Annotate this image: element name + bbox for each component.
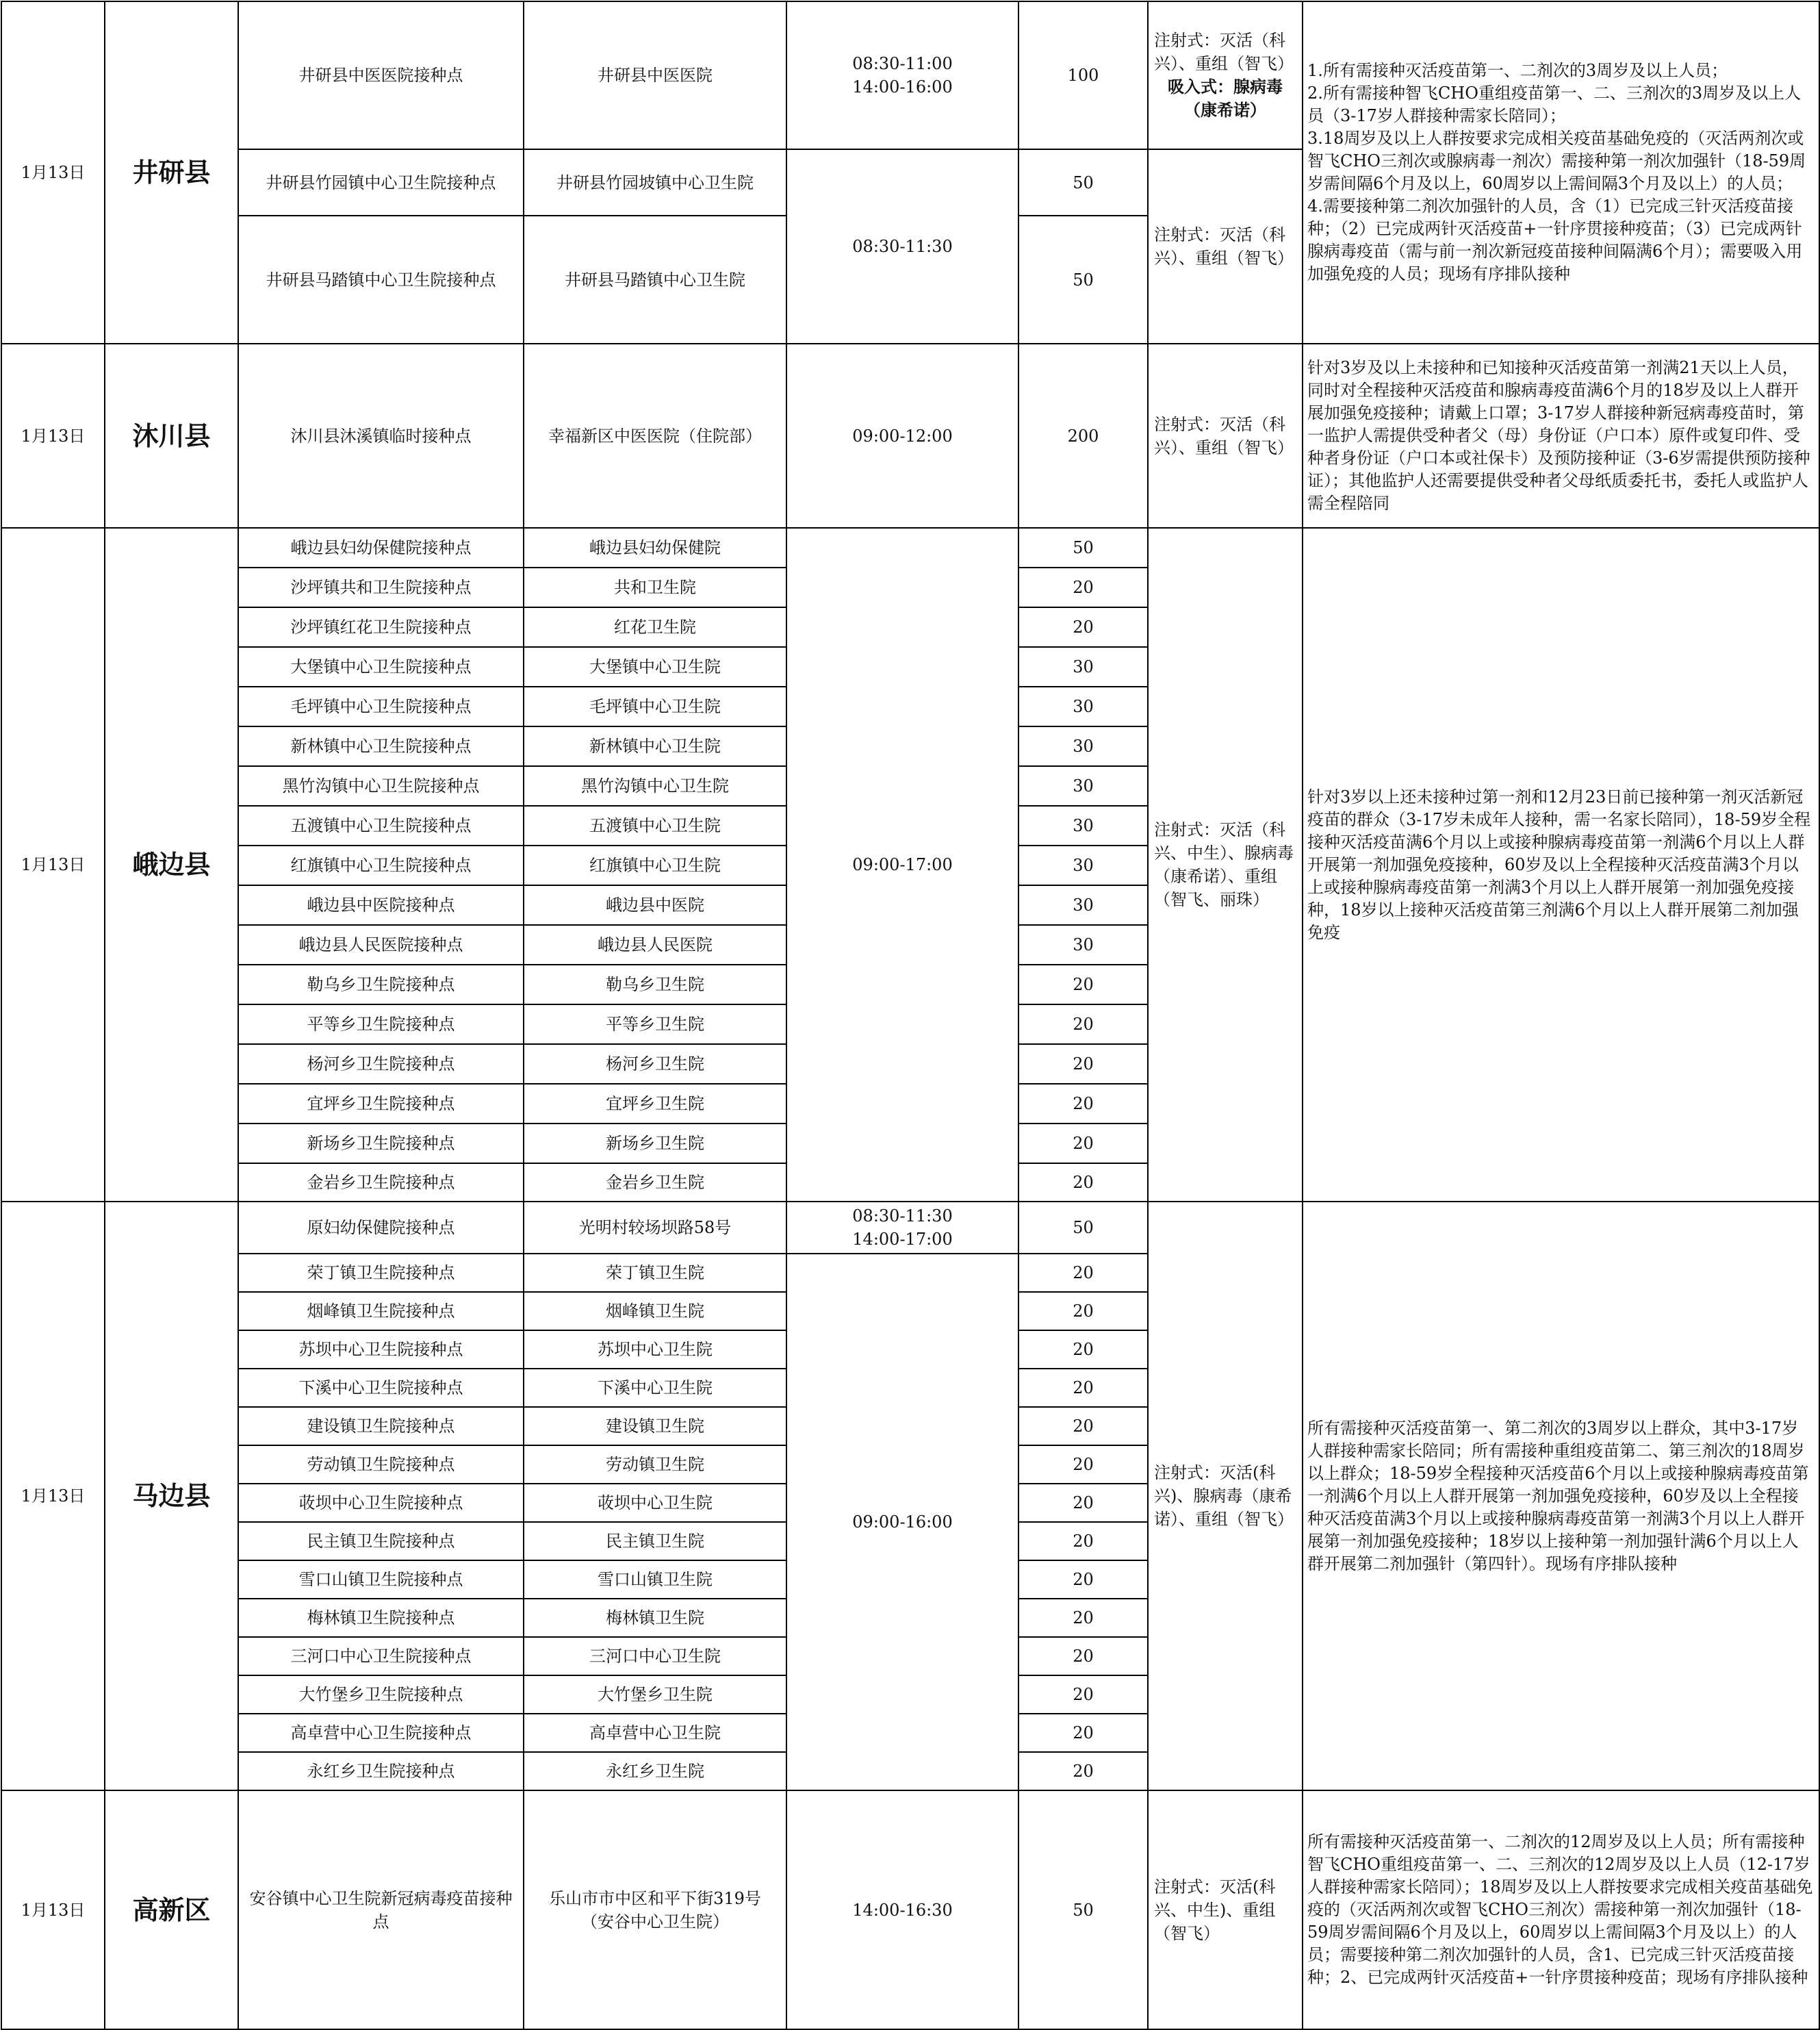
site-name: 民主镇卫生院接种点 [238, 1522, 524, 1560]
dose-count: 20 [1018, 1330, 1148, 1369]
site-name: 沐川县沐溪镇临时接种点 [238, 344, 524, 528]
dose-count: 50 [1018, 1790, 1148, 2029]
site-address: 三河口中心卫生院 [524, 1637, 786, 1675]
dose-count: 20 [1018, 568, 1148, 607]
site-address: 黑竹沟镇中心卫生院 [524, 766, 786, 806]
site-name: 红旗镇中心卫生院接种点 [238, 846, 524, 885]
dose-count: 20 [1018, 1752, 1148, 1790]
site-address: 毛坪镇中心卫生院 [524, 687, 786, 726]
service-time [786, 1202, 1018, 1254]
dose-count: 30 [1018, 846, 1148, 885]
dose-count: 20 [1018, 1599, 1148, 1637]
site-address: 建设镇卫生院 [524, 1407, 786, 1445]
county-name: 井研县 [105, 1, 238, 344]
table-row [1, 344, 1819, 528]
target-population-note: 所有需接种灭活疫苗第一、第二剂次的3周岁以上群众，其中3-17岁人群接种需家长陪同；所有需接种重组疫苗第二、第三剂次的18周岁以上群众；18-59岁全程接种灭活疫苗6个月以上或接种腺病毒疫苗第一剂满6个月以上人群开展第一剂加强免疫接种，60岁及以上全程接种灭活疫苗满3个月以上或接种腺病毒疫苗第一剂满3个月以上人群开展第一剂加强免疫接种；18岁以上接种第一剂加强针满6个月以上人群开展第二剂加强针（第四针）。现场有序排队接种 [1303, 1202, 1819, 1790]
site-name: 峨边县妇幼保健院接种点 [238, 528, 524, 568]
vaccine-type: 注射式：灭活（科兴）、重组（智飞） [1148, 149, 1303, 344]
site-address: 井研县马踏镇中心卫生院 [524, 216, 786, 344]
site-address: 峨边县中医院 [524, 885, 786, 925]
dose-count: 30 [1018, 726, 1148, 766]
site-name: 黑竹沟镇中心卫生院接种点 [238, 766, 524, 806]
site-address: 共和卫生院 [524, 568, 786, 607]
site-address: 井研县中医医院 [524, 1, 786, 149]
vaccine-type: 注射式：灭活（科兴）、重组（智飞） [1148, 344, 1303, 528]
target-population-note [1303, 1, 1819, 344]
site-name: 井研县马踏镇中心卫生院接种点 [238, 216, 524, 344]
dose-count: 20 [1018, 1445, 1148, 1484]
dose-count: 30 [1018, 687, 1148, 726]
site-address: 劳动镇卫生院 [524, 1445, 786, 1484]
target-population-note: 针对3岁及以上未接种和已知接种灭活疫苗第一剂满21天以上人员，同时对全程接种灭活疫苗和腺病毒疫苗满6个月的18岁及以上人群开展加强免疫接种；请戴上口罩；3-17岁人群接种新冠病毒疫苗时，第一监护人需提供受种者父（母）身份证（户口本）原件或复印件、受种者身份证（户口本或社保卡）及预防接种证（3-6岁需提供预防接种证）；其他监护人还需要提供受种者父母纸质委托书，委托人或监护人需全程陪同 [1303, 344, 1819, 528]
dose-count: 20 [1018, 1675, 1148, 1714]
vaccine-type: 注射式：灭活（科兴、中生）、腺病毒（康希诺）、重组（智飞、丽珠） [1148, 528, 1303, 1202]
site-name: 沙坪镇共和卫生院接种点 [238, 568, 524, 607]
service-time: 08:30-11:30 [786, 149, 1018, 344]
dose-count: 20 [1018, 1004, 1148, 1044]
vaccine-inhalation: 吸入式：腺病毒（康希诺） [1168, 77, 1283, 120]
site-name: 永红乡卫生院接种点 [238, 1752, 524, 1790]
service-time: 09:00-17:00 [786, 528, 1018, 1202]
site-name: 苏坝中心卫生院接种点 [238, 1330, 524, 1369]
dose-count: 50 [1018, 216, 1148, 344]
site-name: 沙坪镇红花卫生院接种点 [238, 607, 524, 647]
service-time-line: 08:30-11:30 [852, 1206, 953, 1226]
site-name: 大竹堡乡卫生院接种点 [238, 1675, 524, 1714]
site-name: 高卓营中心卫生院接种点 [238, 1714, 524, 1752]
date-cell: 1月13日 [1, 344, 105, 528]
table-row [1, 1, 1819, 149]
site-name: 五渡镇中心卫生院接种点 [238, 806, 524, 846]
dose-count: 50 [1018, 1202, 1148, 1254]
site-name: 下溪中心卫生院接种点 [238, 1369, 524, 1407]
site-address: 光明村较场坝路58号 [524, 1202, 786, 1254]
site-address: 峨边县妇幼保健院 [524, 528, 786, 568]
site-name: 杨河乡卫生院接种点 [238, 1044, 524, 1084]
county-name: 峨边县 [105, 528, 238, 1202]
site-address: 永红乡卫生院 [524, 1752, 786, 1790]
county-name: 马边县 [105, 1202, 238, 1790]
service-time: 09:00-16:00 [786, 1254, 1018, 1790]
service-time-line: 08:30-11:00 [852, 54, 953, 73]
site-name: 勒乌乡卫生院接种点 [238, 965, 524, 1004]
dose-count: 20 [1018, 965, 1148, 1004]
dose-count: 20 [1018, 1084, 1148, 1124]
site-address: 梅林镇卫生院 [524, 1599, 786, 1637]
note-line: 4.需要接种第二剂次加强针的人员，含（1）已完成三针灭活疫苗接种；（2）已完成两针灭活疫苗+一针序贯接种疫苗；（3）已完成两针腺病毒疫苗（需与前一剂次新冠疫苗接种间隔满6个月）；需要吸入用加强免疫的人员；现场有序排队接种 [1307, 196, 1803, 283]
service-time-line: 14:00-17:00 [852, 1230, 953, 1249]
site-address: 宜坪乡卫生院 [524, 1084, 786, 1124]
vaccine-type: 注射式：灭活(科兴、中生)、重组（智飞） [1148, 1790, 1303, 2029]
service-time: 09:00-12:00 [786, 344, 1018, 528]
dose-count: 20 [1018, 607, 1148, 647]
note-line: 2.所有需接种智飞CHO重组疫苗第一、二、三剂次的3周岁及以上人员（3-17岁人群接种需家长陪同）； [1307, 84, 1802, 125]
site-name: 原妇幼保健院接种点 [238, 1202, 524, 1254]
table-row [1, 1202, 1819, 1254]
table-row [1, 528, 1819, 568]
service-time [786, 1, 1018, 149]
dose-count: 20 [1018, 1044, 1148, 1084]
dose-count: 30 [1018, 806, 1148, 846]
site-name: 宜坪乡卫生院接种点 [238, 1084, 524, 1124]
site-address: 雪口山镇卫生院 [524, 1560, 786, 1599]
dose-count: 100 [1018, 1, 1148, 149]
county-name: 高新区 [105, 1790, 238, 2029]
dose-count: 30 [1018, 925, 1148, 965]
site-name: 井研县竹园镇中心卫生院接种点 [238, 149, 524, 216]
vaccination-schedule-table [1, 1, 1820, 2030]
vaccine-injection: 注射式：灭活（科兴）、重组（智飞） [1154, 31, 1294, 73]
site-name: 毛坪镇中心卫生院接种点 [238, 687, 524, 726]
note-line: 1.所有需接种灭活疫苗第一、二剂次的3周岁及以上人员； [1307, 61, 1728, 80]
site-address: 幸福新区中医医院（住院部） [524, 344, 786, 528]
site-address: 大竹堡乡卫生院 [524, 1675, 786, 1714]
table-row [1, 1790, 1819, 2029]
site-address [524, 1790, 786, 2029]
dose-count: 20 [1018, 1522, 1148, 1560]
note-line: 3.18周岁及以上人群按要求完成相关疫苗基础免疫的（灭活两剂次或智飞CHO三剂次或腺病毒一剂次）需接种第一剂次加强针（18-59周岁需间隔6个月及以上，60周岁以上需间隔3个月及以上）的人员； [1307, 129, 1806, 193]
site-address: 下溪中心卫生院 [524, 1369, 786, 1407]
site-name: 新场乡卫生院接种点 [238, 1124, 524, 1163]
target-population-note: 针对3岁以上还未接种过第一剂和12月23日前已接种第一剂灭活新冠疫苗的群众（3-17岁未成年人接种，需一名家长陪同），18-59岁全程接种灭活疫苗满6个月以上或接种腺病毒疫苗第一剂满6个月以上人群开展第一剂加强免疫接种，60岁及以上全程接种灭活疫苗满3个月以上或接种腺病毒疫苗第一剂满3个月以上人群开展第一剂加强免疫接种，18岁以上接种灭活疫苗第三剂满6个月以上人群开展第二剂加强免疫 [1303, 528, 1819, 1202]
date-cell: 1月13日 [1, 528, 105, 1202]
site-address: 平等乡卫生院 [524, 1004, 786, 1044]
dose-count: 20 [1018, 1163, 1148, 1202]
site-address: 高卓营中心卫生院 [524, 1714, 786, 1752]
site-name: 荍坝中心卫生院接种点 [238, 1484, 524, 1522]
site-address: 烟峰镇卫生院 [524, 1292, 786, 1330]
site-name: 建设镇卫生院接种点 [238, 1407, 524, 1445]
site-name: 大堡镇中心卫生院接种点 [238, 647, 524, 687]
site-address: 民主镇卫生院 [524, 1522, 786, 1560]
dose-count: 20 [1018, 1407, 1148, 1445]
dose-count: 50 [1018, 528, 1148, 568]
date-cell: 1月13日 [1, 1, 105, 344]
dose-count: 20 [1018, 1637, 1148, 1675]
dose-count: 20 [1018, 1369, 1148, 1407]
site-address: 红花卫生院 [524, 607, 786, 647]
site-name: 平等乡卫生院接种点 [238, 1004, 524, 1044]
site-address: 大堡镇中心卫生院 [524, 647, 786, 687]
site-address: 新场乡卫生院 [524, 1124, 786, 1163]
dose-count: 200 [1018, 344, 1148, 528]
site-address: 金岩乡卫生院 [524, 1163, 786, 1202]
site-name: 烟峰镇卫生院接种点 [238, 1292, 524, 1330]
site-name: 金岩乡卫生院接种点 [238, 1163, 524, 1202]
dose-count: 50 [1018, 149, 1148, 216]
target-population-note: 所有需接种灭活疫苗第一、二剂次的12周岁及以上人员；所有需接种智飞CHO重组疫苗第一、二、三剂次的12周岁及以上人员（12-17岁人群接种需家长陪同）；18周岁及以上人群按要求完成相关疫苗基础免疫的（灭活两剂次或智飞CHO三剂次）需接种第一剂次加强针（18-59周岁需间隔6个月及以上，60周岁以上需间隔3个月及以上）的人员；需要接种第二剂次加强针的人员，含1、已完成三针灭活疫苗接种；2、已完成两针灭活疫苗+一针序贯接种疫苗；现场有序排队接种 [1303, 1790, 1819, 2029]
site-address: 勒乌乡卫生院 [524, 965, 786, 1004]
dose-count: 30 [1018, 766, 1148, 806]
vaccine-type: 注射式：灭活(科兴)、腺病毒（康希诺）、重组（智飞） [1148, 1202, 1303, 1790]
county-name: 沐川县 [105, 344, 238, 528]
site-address-line: （安谷中心卫生院） [581, 1912, 729, 1931]
site-address: 井研县竹园坡镇中心卫生院 [524, 149, 786, 216]
site-address: 荣丁镇卫生院 [524, 1254, 786, 1292]
site-name: 雪口山镇卫生院接种点 [238, 1560, 524, 1599]
site-address: 荍坝中心卫生院 [524, 1484, 786, 1522]
dose-count: 30 [1018, 885, 1148, 925]
dose-count: 30 [1018, 647, 1148, 687]
site-address: 杨河乡卫生院 [524, 1044, 786, 1084]
site-name: 安谷镇中心卫生院新冠病毒疫苗接种点 [238, 1790, 524, 2029]
dose-count: 20 [1018, 1714, 1148, 1752]
site-name: 荣丁镇卫生院接种点 [238, 1254, 524, 1292]
site-name: 峨边县中医院接种点 [238, 885, 524, 925]
dose-count: 20 [1018, 1254, 1148, 1292]
service-time-line: 14:00-16:00 [852, 77, 953, 97]
dose-count: 20 [1018, 1124, 1148, 1163]
site-address: 新林镇中心卫生院 [524, 726, 786, 766]
dose-count: 20 [1018, 1292, 1148, 1330]
vaccine-type [1148, 1, 1303, 149]
site-name: 新林镇中心卫生院接种点 [238, 726, 524, 766]
date-cell: 1月13日 [1, 1202, 105, 1790]
site-address: 峨边县人民医院 [524, 925, 786, 965]
site-name: 梅林镇卫生院接种点 [238, 1599, 524, 1637]
site-address: 五渡镇中心卫生院 [524, 806, 786, 846]
site-address: 红旗镇中心卫生院 [524, 846, 786, 885]
service-time: 14:00-16:30 [786, 1790, 1018, 2029]
site-name: 峨边县人民医院接种点 [238, 925, 524, 965]
dose-count: 20 [1018, 1560, 1148, 1599]
dose-count: 20 [1018, 1484, 1148, 1522]
site-address: 苏坝中心卫生院 [524, 1330, 786, 1369]
site-name: 井研县中医医院接种点 [238, 1, 524, 149]
date-cell: 1月13日 [1, 1790, 105, 2029]
site-name: 劳动镇卫生院接种点 [238, 1445, 524, 1484]
site-address-line: 乐山市市中区和平下街319号 [549, 1888, 761, 1908]
site-name: 三河口中心卫生院接种点 [238, 1637, 524, 1675]
